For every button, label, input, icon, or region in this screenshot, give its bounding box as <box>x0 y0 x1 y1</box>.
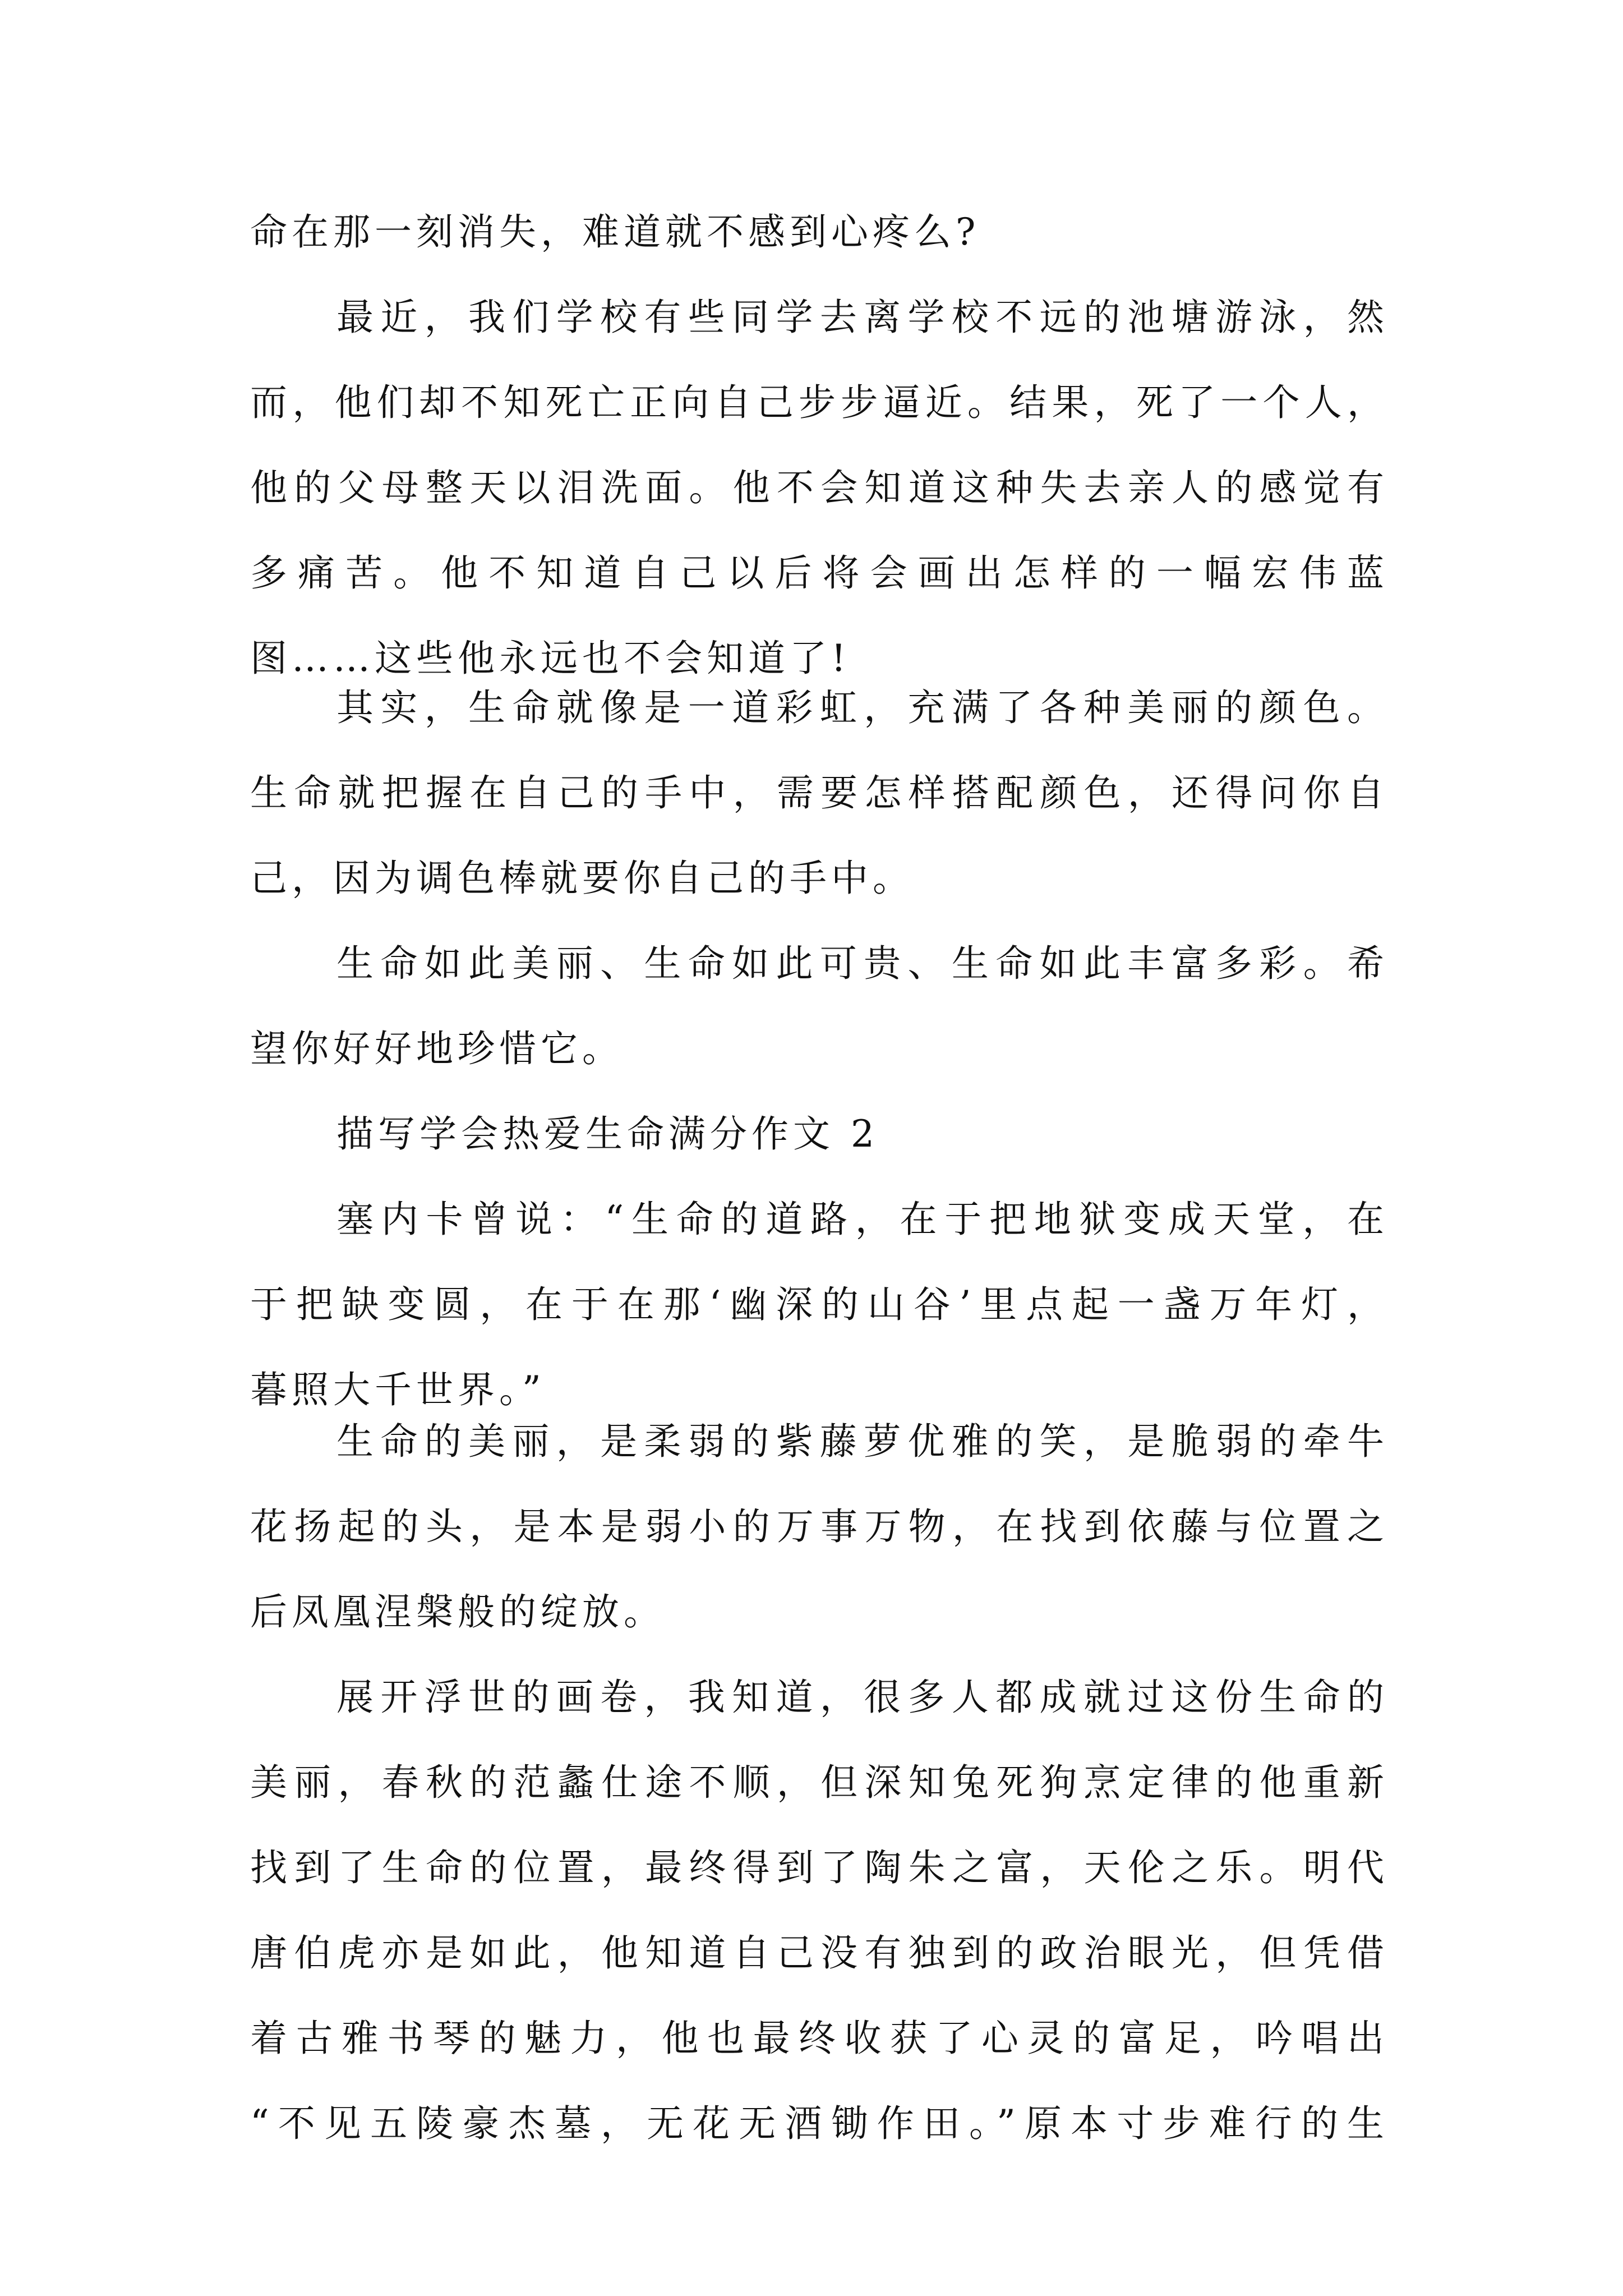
text-line: 着古雅书琴的魅力，他也最终收获了心灵的富足，吟唱出 <box>250 2017 1389 2060</box>
text-line: 最近，我们学校有些同学去离学校不远的池塘游泳，然 <box>336 296 1389 339</box>
text-line: 命在那一刻消失，难道就不感到心疼么? <box>250 210 980 254</box>
section-heading: 描写学会热爱生命满分作文 2 <box>336 1112 879 1156</box>
text-line: 于把缺变圆，在于在那‘幽深的山谷’里点起一盏万年灯， <box>250 1283 1389 1326</box>
text-line: 塞内卡曾说：“生命的道路，在于把地狱变成天堂，在 <box>336 1198 1389 1241</box>
text-line: 后凤凰涅槃般的绽放。 <box>250 1590 665 1634</box>
text-line: 其实，生命就像是一道彩虹，充满了各种美丽的颜色。 <box>336 686 1389 729</box>
text-line: 而，他们却不知死亡正向自己步步逼近。结果，死了一个人， <box>250 381 1389 424</box>
text-line: 望你好好地珍惜它。 <box>250 1027 624 1070</box>
text-line: 生命就把握在自己的手中，需要怎样搭配颜色，还得问你自 <box>250 771 1389 815</box>
text-line: 图……这些他永远也不会知道了! <box>250 637 851 680</box>
text-line: 他的父母整天以泪洗面。他不会知道这种失去亲人的感觉有 <box>250 466 1389 509</box>
text-line: 展开浮世的画卷，我知道，很多人都成就过这份生命的 <box>336 1676 1389 1719</box>
text-line: 美丽，春秋的范蠡仕途不顺，但深知兔死狗烹定律的他重新 <box>250 1761 1389 1804</box>
text-line: 唐伯虎亦是如此，他知道自己没有独到的政治眼光，但凭借 <box>250 1931 1389 1975</box>
text-line: 己，因为调色棒就要你自己的手中。 <box>250 857 914 900</box>
text-line: 暮照大千世界。” <box>250 1368 546 1411</box>
text-line: 花扬起的头，是本是弱小的万事万物，在找到依藤与位置之 <box>250 1505 1389 1548</box>
text-line: “不见五陵豪杰墓，无花无酒锄作田。”原本寸步难行的生 <box>250 2102 1389 2145</box>
text-line: 找到了生命的位置，最终得到了陶朱之富，天伦之乐。明代 <box>250 1846 1389 1889</box>
text-line: 多痛苦。他不知道自己以后将会画出怎样的一幅宏伟蓝 <box>250 551 1389 595</box>
text-line: 生命的美丽，是柔弱的紫藤萝优雅的笑，是脆弱的牵牛 <box>336 1420 1389 1463</box>
text-line: 生命如此美丽、生命如此可贵、生命如此丰富多彩。希 <box>336 942 1389 985</box>
